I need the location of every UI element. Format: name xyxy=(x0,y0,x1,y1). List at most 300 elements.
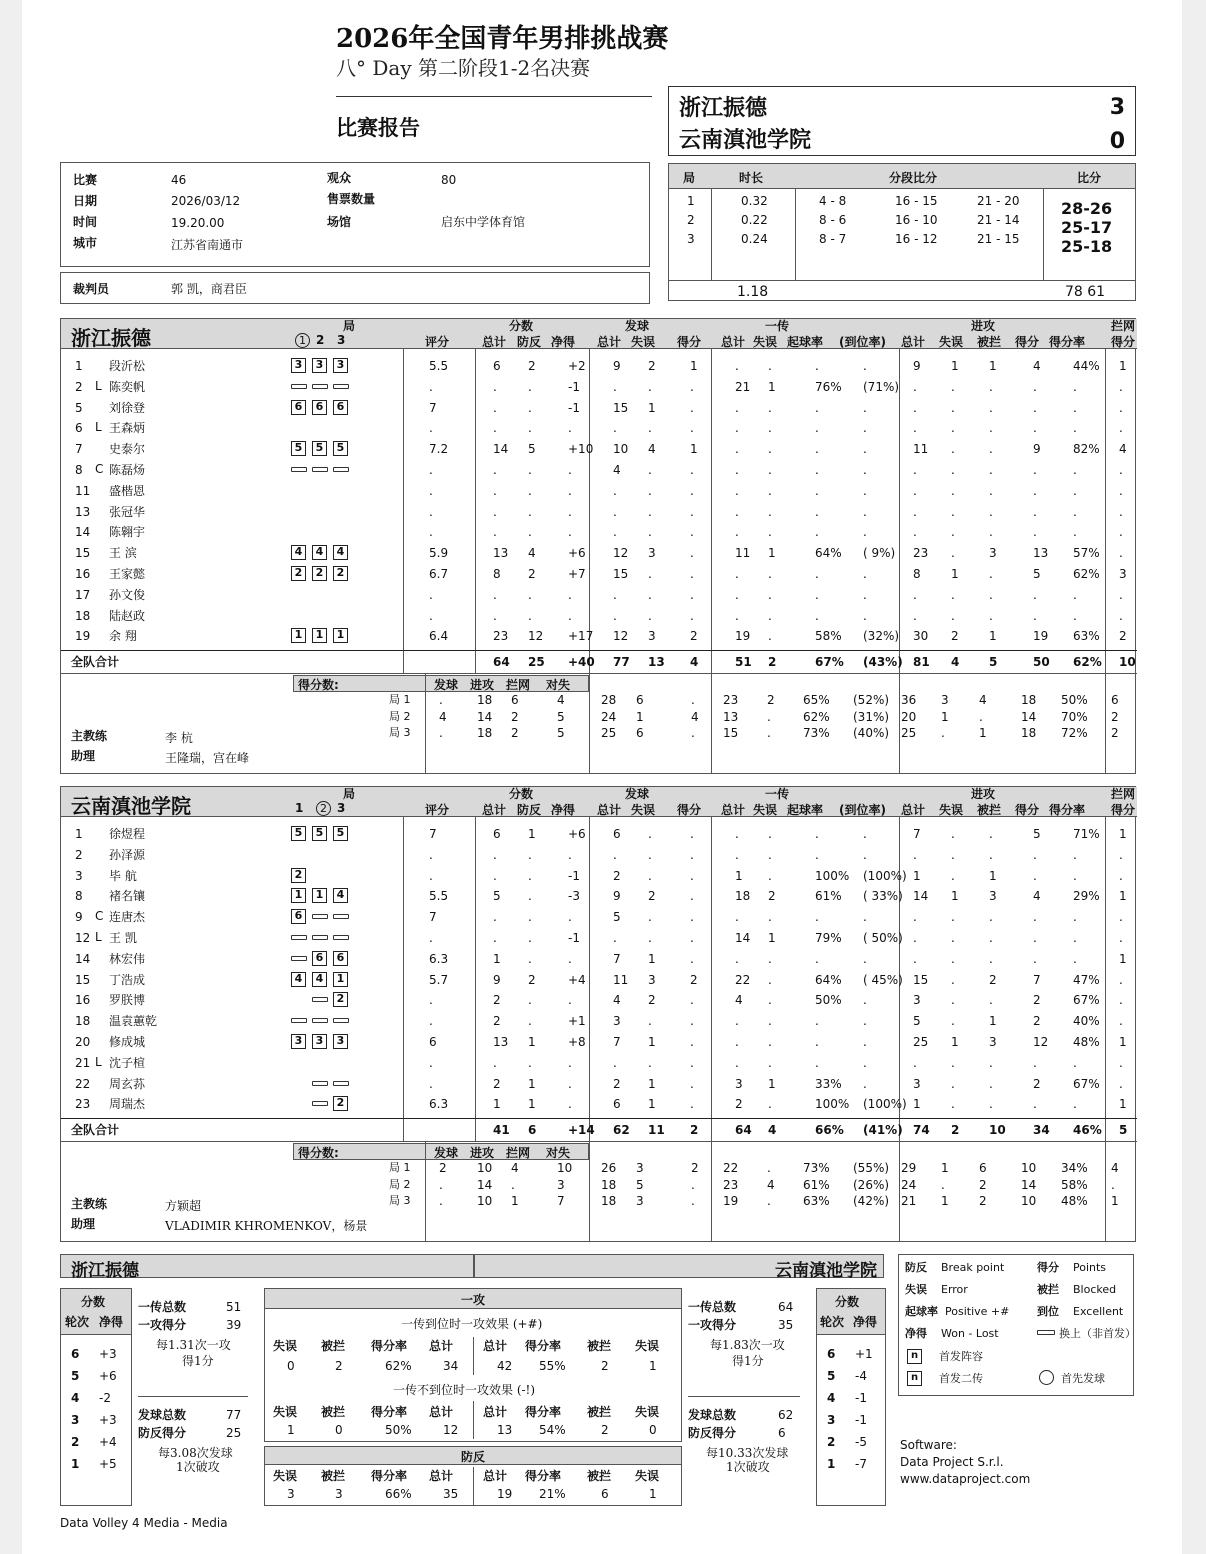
stat-cell: . xyxy=(1119,1076,1123,1091)
set-points-cell: 5 xyxy=(557,709,565,724)
stat-cell: . xyxy=(1119,910,1123,925)
col-header-blk: 拦网 xyxy=(1111,319,1136,333)
player-number: 20 xyxy=(75,1035,91,1049)
stat-value: 66% xyxy=(385,1487,412,1501)
first-attack-positive-title: 一传到位时一攻效果 (+#) xyxy=(401,1317,543,1331)
set-number: 3 xyxy=(687,232,695,246)
stat-cell: . xyxy=(913,504,917,519)
stat-cell: 67% xyxy=(1073,993,1100,1008)
stat-cell: . xyxy=(951,847,955,862)
stat-cell: . xyxy=(648,567,652,581)
set-duration: 0.22 xyxy=(741,213,768,227)
player-row xyxy=(61,950,1137,970)
set-stat-cell: 36 xyxy=(901,693,917,707)
stat-cell: 12 xyxy=(1033,1035,1049,1049)
substitution-marker xyxy=(291,1018,307,1023)
player-row xyxy=(61,523,1137,543)
stat-cell: . xyxy=(690,847,694,862)
player-name: 王森炳 xyxy=(109,421,146,436)
referee-names: 郭 凯，商君臣 xyxy=(171,282,247,296)
team-total-cell: 41 xyxy=(493,1123,510,1137)
start-position-box: 4 xyxy=(333,545,348,560)
stat-cell: 3 xyxy=(913,993,921,1008)
stat-cell: 18 xyxy=(735,889,751,904)
set-points-cell: 4 xyxy=(439,709,447,724)
stat-cell: . xyxy=(951,442,955,457)
points-by-set-header xyxy=(293,1143,589,1160)
stat-cell: . xyxy=(1033,1055,1037,1070)
player-vote: . xyxy=(429,993,433,1008)
stat-cell: 44% xyxy=(1073,359,1100,373)
set-stat-cell: 13 xyxy=(723,709,739,724)
stat-cell: . xyxy=(613,379,617,394)
stat-cell: . xyxy=(951,504,955,519)
stat-cell: 15 xyxy=(613,567,629,581)
stat-cell: . xyxy=(815,359,819,373)
start-position-box: 5 xyxy=(291,441,306,456)
stat-cell: +10 xyxy=(568,442,594,457)
stat-cell: . xyxy=(815,1014,819,1029)
legend-term: 净得 xyxy=(905,1327,927,1340)
stat-cell: 1 xyxy=(648,1097,656,1112)
stat-cell: . xyxy=(1073,379,1077,394)
player-vote: . xyxy=(429,379,433,394)
stat-cell: 3 xyxy=(913,1076,921,1091)
stat-cell: . xyxy=(690,587,694,602)
player-vote: . xyxy=(429,931,433,945)
set-stat-cell: 18 xyxy=(1021,726,1037,740)
start-position-box: 2 xyxy=(291,868,306,883)
stat-value: 0 xyxy=(335,1423,343,1437)
stat-cell: 7 xyxy=(913,827,921,841)
stat-cell: 61% xyxy=(815,889,842,904)
stat-cell: . xyxy=(568,525,572,540)
team-total-cell: (41%) xyxy=(863,1123,903,1137)
stat-cell: 100% xyxy=(815,1097,850,1112)
start-position-box: 3 xyxy=(312,358,327,373)
substitution-marker xyxy=(333,1081,349,1086)
stat-cell: . xyxy=(613,504,617,519)
rotation-number: 3 xyxy=(71,1413,80,1427)
team-total-cell: 4 xyxy=(690,655,699,669)
start-position-box: 6 xyxy=(291,909,306,924)
set-stat-cell: 23 xyxy=(723,693,739,707)
set-stat-cell: . xyxy=(767,1194,771,1208)
stat-cell: . xyxy=(493,1055,497,1070)
set-partial-21: 21 - 14 xyxy=(977,213,1020,227)
referee-box xyxy=(60,272,650,304)
stat-cell: 4 xyxy=(613,463,621,477)
substitution-marker xyxy=(312,1101,328,1106)
stat-cell: . xyxy=(863,1055,867,1070)
stat-cell: 47% xyxy=(1073,972,1100,987)
stat-cell: 2 xyxy=(735,1097,743,1112)
set-points-cell: 18 xyxy=(477,726,493,740)
stat-cell: 2 xyxy=(648,889,656,904)
stat-col-header: 被拦 xyxy=(321,1405,346,1419)
stat-cell: . xyxy=(568,1076,572,1091)
stat-cell: . xyxy=(690,546,694,561)
stat-cell: 1 xyxy=(648,400,656,415)
col-header-recv: 一传 xyxy=(765,319,790,333)
stat-cell: -1 xyxy=(568,379,580,394)
stat-value: 1 xyxy=(287,1423,295,1437)
col-header-blk: 拦网 xyxy=(1111,787,1136,801)
stat-cell: . xyxy=(815,827,819,841)
rotation-number: 4 xyxy=(71,1391,80,1405)
set-duration: 0.24 xyxy=(741,232,768,246)
player-row xyxy=(61,378,1137,398)
stat-cell: . xyxy=(1033,868,1037,883)
stat-cell: . xyxy=(493,400,497,415)
player-name: 王 凯 xyxy=(109,931,137,945)
stat-cell: . xyxy=(768,847,772,862)
set-stat-cell: . xyxy=(767,1161,771,1175)
stat-cell: 21 xyxy=(735,379,751,394)
team-total-cell: 74 xyxy=(913,1123,930,1137)
stat-cell: . xyxy=(735,827,739,841)
stat-cell: 29% xyxy=(1073,889,1100,904)
stat-cell: . xyxy=(815,504,819,519)
set-stat-cell: (31%) xyxy=(853,709,890,724)
stat-col-header: 失误 xyxy=(635,1405,660,1419)
team-total-label: 全队合计 xyxy=(71,655,120,669)
rotation-net: -1 xyxy=(855,1413,867,1427)
player-vote: . xyxy=(429,868,433,883)
stat-value: 21% xyxy=(539,1487,566,1501)
start-position-box: 5 xyxy=(333,441,348,456)
player-vote: . xyxy=(429,1055,433,1070)
player-row xyxy=(61,1012,1137,1032)
set-stat-cell: 2 xyxy=(979,1194,987,1208)
date-label: 日期 xyxy=(73,194,98,208)
legend-meaning: Blocked xyxy=(1073,1283,1117,1296)
set-stat-cell: 3 xyxy=(636,1161,644,1175)
final-score-box xyxy=(668,86,1136,156)
col-header-p_wl: 净得 xyxy=(551,803,576,817)
stat-cell: . xyxy=(768,525,772,540)
stat-cell: 67% xyxy=(1073,1076,1100,1091)
team-total-cell: 5 xyxy=(1119,1123,1128,1137)
time-label: 时间 xyxy=(73,215,98,229)
tickets-label: 售票数量 xyxy=(327,192,376,206)
stat-cell: . xyxy=(528,421,532,436)
player-row xyxy=(61,440,1137,460)
stat-cell: 15 xyxy=(613,400,629,415)
stat-cell: . xyxy=(1073,587,1077,602)
player-vote: 5.7 xyxy=(429,972,449,987)
match-info-box xyxy=(60,162,650,267)
stat-cell: . xyxy=(648,1014,652,1029)
stat-cell: . xyxy=(1033,483,1037,498)
set-points-cell: . xyxy=(439,1194,443,1208)
set-points-cell: 10 xyxy=(477,1194,493,1208)
stat-cell: . xyxy=(493,910,497,925)
stat-cell: +8 xyxy=(568,1035,586,1049)
stat-cell: . xyxy=(493,931,497,945)
stat-col-header: 失误 xyxy=(635,1469,660,1483)
set-row-label: 局 3 xyxy=(389,1194,411,1207)
start-position-box: 1 xyxy=(312,888,327,903)
stat-cell: 8 xyxy=(913,567,921,581)
set-score: 28-26 xyxy=(1061,199,1113,218)
stat-cell: 12 xyxy=(613,629,629,644)
legend-term: 被拦 xyxy=(1037,1283,1059,1296)
set-start-indicator: 2 xyxy=(316,801,331,816)
team-total-cell: 34 xyxy=(1033,1123,1050,1137)
stat-cell: . xyxy=(690,827,694,841)
stat-cell: . xyxy=(690,993,694,1008)
set-stat-cell: 1 xyxy=(941,709,949,724)
stat-cell: 9 xyxy=(613,889,621,904)
stat-cell: . xyxy=(493,504,497,519)
legend-start-setter: 首发二传 xyxy=(939,1372,983,1385)
set-stat-cell: 28 xyxy=(601,693,617,707)
set-stat-cell: . xyxy=(767,709,771,724)
stat-cell: . xyxy=(690,525,694,540)
set-start-indicator: 1 xyxy=(295,801,304,815)
set-partial-8: 8 - 6 xyxy=(819,213,847,227)
stat-cell: 6 xyxy=(613,1097,621,1112)
stat-cell: . xyxy=(768,421,772,436)
col-header-s_err: 失误 xyxy=(631,803,656,817)
stat-cell: . xyxy=(768,629,772,644)
stat-cell: . xyxy=(989,525,993,540)
counter-attack-title: 防反 xyxy=(461,1450,486,1464)
stat-cell: +1 xyxy=(568,1014,586,1029)
set-stat-cell: 1 xyxy=(979,726,987,740)
stat-cell: . xyxy=(989,827,993,841)
col-header-set: 局 xyxy=(343,787,356,801)
col-header-a_blo: 被拦 xyxy=(977,803,1002,817)
stat-cell: . xyxy=(568,608,572,623)
stat-cell: 4 xyxy=(528,546,536,561)
stat-cell: . xyxy=(768,993,772,1008)
stat-cell: . xyxy=(951,587,955,602)
substitution-marker xyxy=(333,914,349,919)
stat-cell: . xyxy=(1119,421,1123,436)
stat-cell: 63% xyxy=(1073,629,1100,644)
points-by-set-col: 进攻 xyxy=(470,1146,495,1160)
stat-cell: . xyxy=(493,847,497,862)
stat-cell: . xyxy=(863,421,867,436)
stat-col-header: 总计 xyxy=(429,1339,454,1353)
stat-cell: . xyxy=(989,1055,993,1070)
stat-cell: . xyxy=(863,587,867,602)
player-vote: . xyxy=(429,504,433,519)
player-number: 16 xyxy=(75,993,91,1008)
stat-cell: . xyxy=(1073,421,1077,436)
player-role: L xyxy=(95,930,102,944)
player-name: 连唐杰 xyxy=(109,910,146,925)
page-title: 2026年全国青年男排挑战赛 xyxy=(336,24,669,54)
player-vote: 7 xyxy=(429,910,437,925)
start-position-box: 2 xyxy=(333,566,348,581)
stat-cell: 1 xyxy=(768,931,776,945)
col-header-b_pts: 得分 xyxy=(1111,803,1136,817)
start-position-box: 5 xyxy=(333,826,348,841)
start-position-box: 6 xyxy=(312,951,327,966)
stat-value: 3 xyxy=(287,1487,295,1501)
rotation-net: -7 xyxy=(855,1457,867,1471)
start-position-box: 4 xyxy=(291,972,306,987)
start-position-box: 5 xyxy=(312,826,327,841)
head-coach-name: 李 杭 xyxy=(165,731,193,745)
stat-cell: . xyxy=(863,504,867,519)
team-total-label: 全队合计 xyxy=(71,1123,120,1137)
set-points-cell: 6 xyxy=(511,693,519,707)
stat-cell: . xyxy=(690,931,694,945)
away-rotation-box xyxy=(816,1288,886,1506)
stat-cell: . xyxy=(1119,931,1123,945)
col-header-p_wl: 净得 xyxy=(551,335,576,349)
set-stat-cell: 18 xyxy=(601,1194,617,1208)
player-row xyxy=(61,1075,1137,1095)
stat-cell: . xyxy=(989,1097,993,1112)
set-stat-cell: (52%) xyxy=(853,693,890,707)
substitution-marker xyxy=(312,1018,328,1023)
stat-cell: . xyxy=(1073,400,1077,415)
stat-cell: . xyxy=(528,889,532,904)
substitution-marker xyxy=(291,384,307,389)
stat-cell: . xyxy=(815,567,819,581)
stat-cell: . xyxy=(568,847,572,862)
start-position-box: 3 xyxy=(291,358,306,373)
rotation-net: -4 xyxy=(855,1369,867,1383)
col-header-b_pts: 得分 xyxy=(1111,335,1136,349)
stat-cell: . xyxy=(1073,1055,1077,1070)
home-rotation-box xyxy=(60,1288,132,1506)
stat-cell: . xyxy=(768,608,772,623)
stat-cell: 25 xyxy=(913,1035,929,1049)
stat-cell: . xyxy=(768,827,772,841)
set-stat-cell: . xyxy=(691,693,695,707)
stat-cell: -3 xyxy=(568,889,580,904)
stat-cell: -1 xyxy=(568,931,580,945)
product-footer: Data Volley 4 Media - Media xyxy=(60,1516,228,1530)
stat-cell: . xyxy=(1119,608,1123,623)
stat-cell: . xyxy=(768,868,772,883)
stat-cell: 57% xyxy=(1073,546,1100,561)
stat-cell: 1 xyxy=(989,868,997,883)
col-header-s_pts: 得分 xyxy=(677,335,702,349)
stat-cell: . xyxy=(989,567,993,581)
stat-cell: 11 xyxy=(735,546,751,561)
stat-cell: 1 xyxy=(989,359,997,373)
stat-cell: . xyxy=(648,868,652,883)
stat-cell: . xyxy=(989,483,993,498)
legend-box xyxy=(898,1254,1134,1396)
stat-cell: . xyxy=(1033,1097,1037,1112)
stat-cell: 5 xyxy=(528,442,536,457)
stat-cell: 2 xyxy=(690,629,698,644)
stat-cell: . xyxy=(768,951,772,966)
stat-cell: 5 xyxy=(1033,827,1041,841)
home-sets-won: 3 xyxy=(1109,95,1125,120)
stat-cell: 3 xyxy=(648,546,656,561)
stat-cell: . xyxy=(951,827,955,841)
player-name: 周瑞杰 xyxy=(109,1097,146,1112)
set-points-cell: 2 xyxy=(511,726,519,740)
stat-cell: . xyxy=(613,931,617,945)
player-vote: 6.3 xyxy=(429,951,449,966)
stat-cell: . xyxy=(690,951,694,966)
player-number: 14 xyxy=(75,525,91,540)
stat-cell: . xyxy=(690,868,694,883)
set-stat-cell: 22 xyxy=(723,1161,739,1175)
stat-cell: 4 xyxy=(648,442,656,457)
stat-cell: . xyxy=(1033,910,1037,925)
stat-cell: 12 xyxy=(613,546,629,561)
stat-cell: 12 xyxy=(528,629,544,644)
stat-cell: . xyxy=(1033,400,1037,415)
match-date: 2026/03/12 xyxy=(171,194,241,208)
player-vote: 5.5 xyxy=(429,889,449,904)
stat-cell: . xyxy=(863,608,867,623)
stat-cell: . xyxy=(690,567,694,581)
col-header-p_tot: 总计 xyxy=(482,803,507,817)
start-position-box: 1 xyxy=(312,628,327,643)
assistant-coach-label: 助理 xyxy=(71,1217,96,1231)
stat-cell: . xyxy=(613,483,617,498)
points-by-set-col: 发球 xyxy=(434,1146,459,1160)
set-stat-cell: 65% xyxy=(803,693,830,707)
stat-value: 19 xyxy=(497,1487,513,1501)
stat-cell: . xyxy=(863,359,867,373)
stat-cell: . xyxy=(1073,608,1077,623)
stat-cell: . xyxy=(1073,931,1077,945)
stat-col-header: 被拦 xyxy=(587,1339,612,1353)
stat-cell: 1 xyxy=(951,359,959,373)
stat-col-header: 总计 xyxy=(483,1405,508,1419)
set-score: 25-17 xyxy=(1061,218,1113,237)
stat-cell: . xyxy=(1033,587,1037,602)
stat-cell: 2 xyxy=(493,1014,501,1029)
stat-cell: . xyxy=(951,1014,955,1029)
player-name: 罗朕博 xyxy=(109,993,146,1008)
stat-cell: . xyxy=(913,483,917,498)
col-header-a_tot: 总计 xyxy=(901,803,926,817)
player-name: 陆赵政 xyxy=(109,608,146,623)
player-row xyxy=(61,482,1137,502)
stat-cell: . xyxy=(815,483,819,498)
col-header-att: 进攻 xyxy=(971,787,996,801)
stat-cell: . xyxy=(951,972,955,987)
team-total-cell: +14 xyxy=(568,1123,595,1137)
stat-cell: 1 xyxy=(768,379,776,394)
points-by-set-col: 拦网 xyxy=(506,678,531,692)
set-stat-cell: 6 xyxy=(979,1161,987,1175)
stat-cell: (71%) xyxy=(863,379,900,394)
first-attack-negative-title: 一传不到位时一攻效果 (-!) xyxy=(393,1383,536,1397)
set-number: 2 xyxy=(687,213,695,227)
legend-meaning: Break point xyxy=(941,1261,1005,1274)
assistant-coach-label: 助理 xyxy=(71,749,96,763)
away-sets-won: 0 xyxy=(1109,129,1125,154)
stat-cell: . xyxy=(951,379,955,394)
stat-cell: . xyxy=(1119,546,1123,561)
player-name: 陈翱宇 xyxy=(109,525,146,540)
player-name: 褚名镶 xyxy=(109,889,146,904)
team-total-cell: +40 xyxy=(568,655,595,669)
set-stat-cell: 20 xyxy=(901,709,917,724)
stat-cell: . xyxy=(493,483,497,498)
stat-cell: 9 xyxy=(613,359,621,373)
player-row xyxy=(61,1054,1137,1074)
set-stat-cell: 19 xyxy=(723,1194,739,1208)
player-vote: . xyxy=(429,525,433,540)
stat-cell: . xyxy=(863,847,867,862)
